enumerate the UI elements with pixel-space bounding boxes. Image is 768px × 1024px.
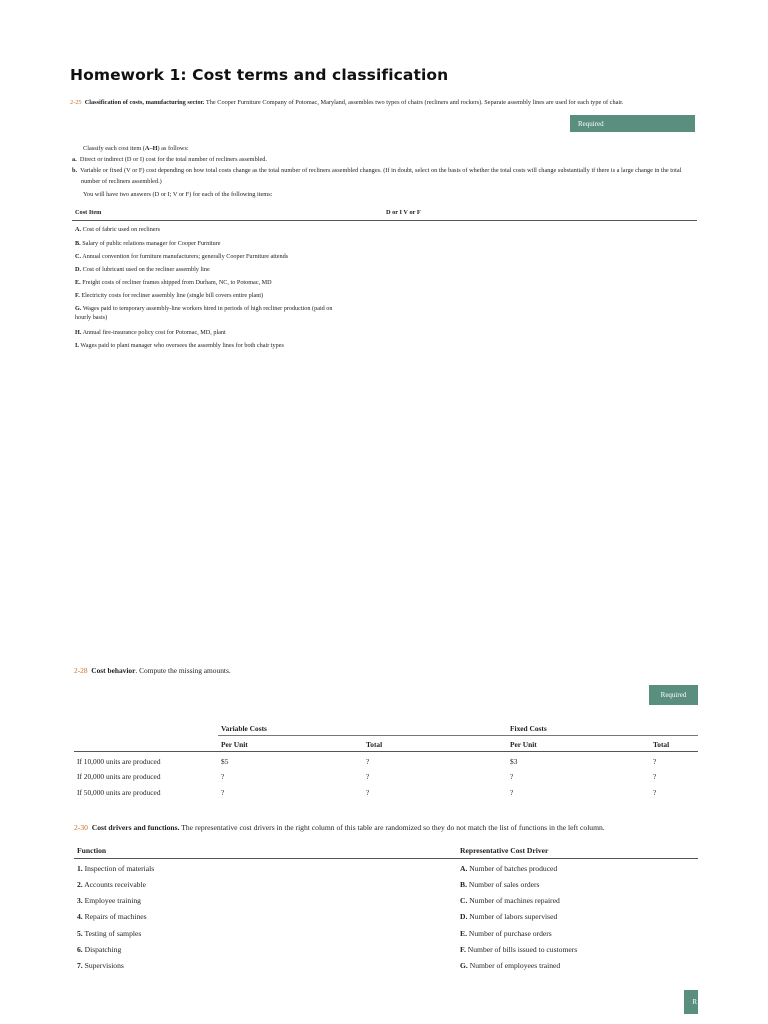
cost-item-text: Wages paid to plant manager who oversees the assembly lines for both chair types <box>80 342 284 349</box>
cost-item-letter: B. <box>75 240 81 247</box>
problem-text: The Cooper Furniture Company of Potomac, Maryland, assembles two types of chairs (recliners and rockers). Separate assembly lines are used for each type of chair. <box>205 99 624 106</box>
cost-item-row <box>75 329 226 336</box>
function-item: 7. Supervisions <box>77 961 124 970</box>
group-variable-costs: Variable Costs <box>221 724 267 733</box>
problem-number: 2-25 <box>70 99 82 106</box>
function-item: 5. Testing of samples <box>77 929 142 938</box>
col-total-variable: Total <box>366 740 383 749</box>
cost-driver-item: C. Number of machines repaired <box>460 896 560 905</box>
cell-f-unit: ? <box>510 772 514 781</box>
col-representative-cost-driver: Representative Cost Driver <box>460 846 549 855</box>
required-button[interactable]: Required <box>649 685 698 705</box>
cost-item-row <box>75 240 221 247</box>
cell-f-unit: $3 <box>510 757 518 766</box>
table-header-rule <box>74 751 698 752</box>
col-per-unit-variable: Per Unit <box>221 740 248 749</box>
function-item: 3. Employee training <box>77 896 141 905</box>
cost-item-row <box>75 305 333 312</box>
cost-driver-item: E. Number of purchase orders <box>460 929 552 938</box>
function-item: 6. Dispatching <box>77 945 122 954</box>
instruction-b: b. Variable or fixed (V or F) cost depending on how total costs change as the total number of recliners assembled changes. (If in doubt, select on the basis of whether the total costs will change substantially if there is a large change in the total <box>72 167 682 174</box>
cost-item-text: Wages paid to temporary assembly-line workers hired in periods of high recliner production (paid on <box>82 305 333 312</box>
cost-item-text: Cost of lubricant used on the recliner assembly line <box>82 266 210 273</box>
two-answers-note: You will have two answers (D or I; V or F) for each of the following items: <box>83 191 273 198</box>
required-button[interactable]: Required <box>570 115 695 132</box>
cell-v-total: ? <box>366 757 370 766</box>
cost-driver-item: D. Number of labors supervised <box>460 912 558 921</box>
col-function: Function <box>77 846 107 855</box>
cost-item-text: Salary of public relations manager for Cooper Furniture <box>82 240 221 247</box>
group-rule <box>218 735 698 736</box>
cell-f-total: ? <box>653 757 657 766</box>
function-item: 4. Repairs of machines <box>77 912 147 921</box>
cost-item-row-cont: hourly basis) <box>75 314 108 321</box>
cost-item-letter: G. <box>75 305 82 312</box>
cost-item-letter: E. <box>75 279 81 286</box>
cost-item-letter: D. <box>75 266 82 273</box>
problem-2-28-statement <box>74 666 231 675</box>
problem-number: 2-28 <box>74 666 88 675</box>
cost-item-row <box>75 279 272 286</box>
cost-item-row <box>75 342 284 349</box>
cost-item-text: Annual fire-insurance policy cost for Potomac, MD, plant <box>82 329 226 336</box>
problem-2-30-statement <box>74 823 605 832</box>
problem-heading: Classification of costs, manufacturing sector. <box>84 99 205 106</box>
cost-item-letter: H. <box>75 329 82 336</box>
cell-v-unit: ? <box>221 788 225 797</box>
cell-f-unit: ? <box>510 788 514 797</box>
cell-v-total: ? <box>366 788 370 797</box>
problem-text: . Compute the missing amounts. <box>135 666 231 675</box>
function-item: 1. Inspection of materials <box>77 864 155 873</box>
cell-label: If 20,000 units are produced <box>77 772 161 781</box>
cost-item-letter: C. <box>75 253 82 260</box>
cell-v-unit: $5 <box>221 757 229 766</box>
cost-item-row <box>75 292 263 299</box>
instruction-b-cont: number of recliners assembled.) <box>81 178 162 185</box>
page-title: Homework 1: Cost terms and classification <box>70 66 449 84</box>
table-header-rule <box>72 220 697 221</box>
cost-driver-item: G. Number of employees trained <box>460 961 561 970</box>
problem-2-25-statement <box>70 99 710 107</box>
cost-driver-item: F. Number of bills issued to customers <box>460 945 578 954</box>
cell-v-unit: ? <box>221 772 225 781</box>
instruction-a: a. Direct or indirect (D or I) cost for the total number of recliners assembled. <box>72 156 267 163</box>
cell-label: If 50,000 units are produced <box>77 788 161 797</box>
problem-number: 2-30 <box>74 823 88 832</box>
problem-heading: Cost drivers and functions. <box>91 823 180 832</box>
table-header-rule <box>74 858 698 859</box>
cost-item-row <box>75 253 288 260</box>
cost-item-row <box>75 226 160 233</box>
required-button[interactable]: R <box>684 990 698 1014</box>
cell-v-total: ? <box>366 772 370 781</box>
problem-heading: Cost behavior <box>91 666 136 675</box>
cost-item-row <box>75 266 210 273</box>
col-cost-item: Cost Item <box>75 209 102 216</box>
cost-item-letter: A. <box>75 226 82 233</box>
col-total-fixed: Total <box>653 740 670 749</box>
group-fixed-costs: Fixed Costs <box>510 724 547 733</box>
cost-item-text: Freight costs of recliner frames shipped from Durham, NC, to Potomac, MD <box>82 279 272 286</box>
cost-item-letter: F. <box>75 292 80 299</box>
cost-item-text: Annual convention for furniture manufacturers; generally Cooper Furniture attends <box>82 253 289 260</box>
cell-label: If 10,000 units are produced <box>77 757 161 766</box>
cost-item-text: Electricity costs for recliner assembly line (single bill covers entire plant) <box>81 292 264 299</box>
function-item: 2. Accounts receivable <box>77 880 146 889</box>
problem-text: The representative cost drivers in the right column of this table are randomized so they do not match the list of functions in the left column. <box>181 823 605 832</box>
cell-f-total: ? <box>653 772 657 781</box>
cost-item-letter: I. <box>75 342 79 349</box>
cost-driver-item: B. Number of sales orders <box>460 880 540 889</box>
col-per-unit-fixed: Per Unit <box>510 740 537 749</box>
cell-f-total: ? <box>653 788 657 797</box>
classify-instructions: Classify each cost item (A–H) as follows: <box>83 145 189 152</box>
cost-driver-item: A. Number of batches produced <box>460 864 558 873</box>
col-d-or-i-v-or-f: D or I V or F <box>386 209 421 216</box>
cost-item-text: Cost of fabric used on recliners <box>82 226 161 233</box>
